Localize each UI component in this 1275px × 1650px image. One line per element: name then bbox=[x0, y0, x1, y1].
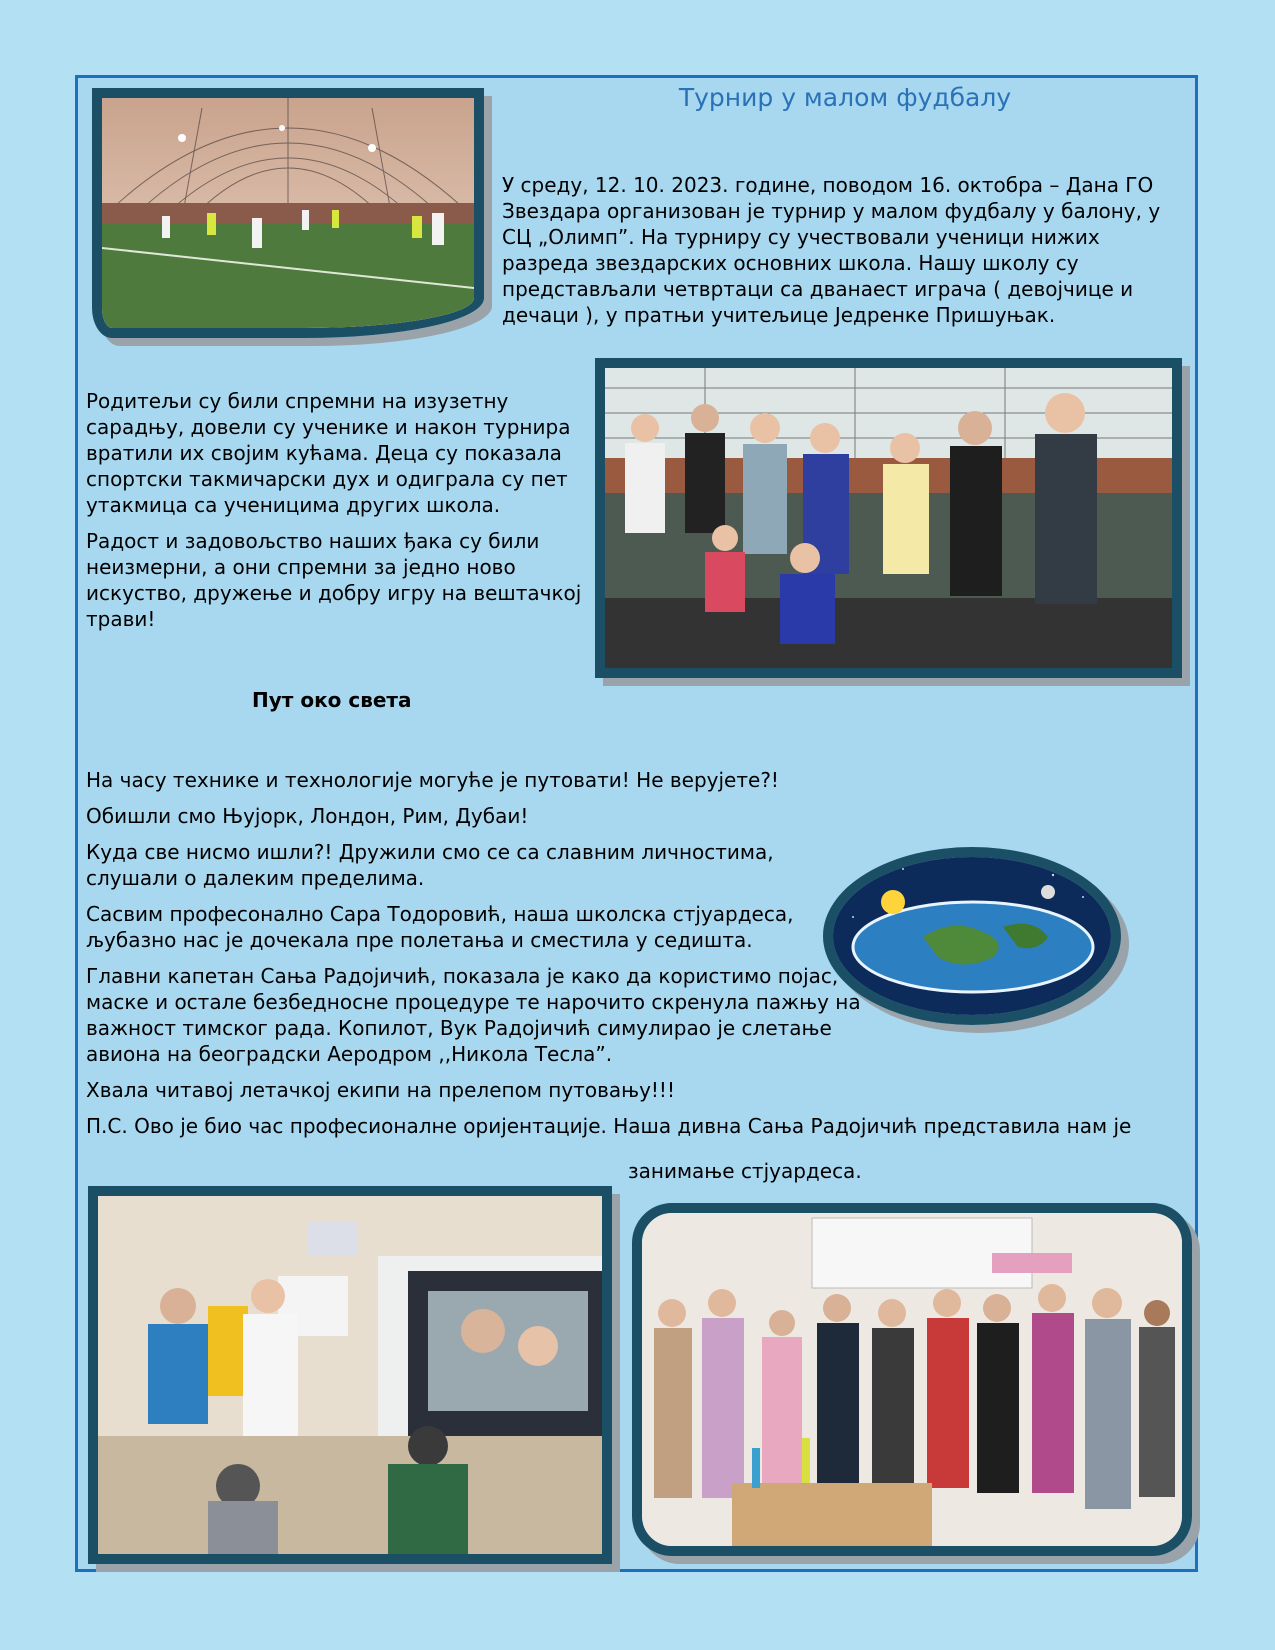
photo-classroom-presentation bbox=[88, 1186, 612, 1564]
article1-body bbox=[86, 388, 591, 642]
photo-football-hall bbox=[92, 88, 484, 338]
article2-p2: Обишли смо Њујорк, Лондон, Рим, Дубаи! bbox=[86, 804, 529, 828]
article2-p7: П.С. Ово је био час професионалне оријентације. Наша дивна Сања Радојичић представила нам је bbox=[86, 1114, 1132, 1138]
article2-title: Пут око света bbox=[252, 688, 412, 712]
photo-class-group bbox=[632, 1203, 1192, 1556]
photo-flat-earth bbox=[823, 847, 1121, 1025]
article2-p4: Сасвим професонално Сара Тодоровић, наша школска стјуардеса, љубазно нас је дочекала пре полетања и сместила у седишта. bbox=[86, 902, 794, 952]
article2-p3: Куда све нисмо ишли?! Дружили смо се са славним личностима, слушали о далеким пределима. bbox=[86, 840, 774, 890]
article1-para2: Родитељи су били спремни на изузетну сарадњу, довели су ученике и након турнира вратили их својим кућама. Деца су показала спортски такмичарски дух и одиграла су пет утакмица са ученицима других школа. bbox=[86, 389, 571, 517]
article1-title: Турнир у малом фудбалу bbox=[678, 83, 1012, 112]
article1-intro: У среду, 12. 10. 2023. године, поводом 16. октобра – Дана ГО Звездара организован је турнир у малом фудбалу у балону, у СЦ „Олимп”. На турниру су учествовали ученици нижих разреда звездарских основних школа. Нашу школу су представљали четвртаци са дванаест играча ( девојчице и дечаци ), у пратњи учитељице Једренке Пришуњак. bbox=[502, 173, 1161, 327]
article1-para3: Радост и задовољство наших ђака су били неизмерни, а они спремни за једно ново искуство, дружење и добру игру на вештачкој трави! bbox=[86, 529, 582, 631]
article2-p5: Главни капетан Сања Радојичић, показала је како да користимо појас, маске и остале безбедносне процедуре те нарочито скренула пажњу на важност тимског рада. Копилот, Вук Радојичић симулирао је слетање авиона на београдски Аеродром ,,Никола Тесла”. bbox=[86, 964, 861, 1066]
photo-kids-group bbox=[595, 358, 1182, 678]
article2-p7-continuation: занимање стјуардеса. bbox=[628, 1159, 862, 1183]
article2-p6: Хвала читавој летачкој екипи на прелепом путовању!!! bbox=[86, 1078, 675, 1102]
article2-p1: На часу технике и технологије могуће је путовати! Не верујете?! bbox=[86, 768, 779, 792]
